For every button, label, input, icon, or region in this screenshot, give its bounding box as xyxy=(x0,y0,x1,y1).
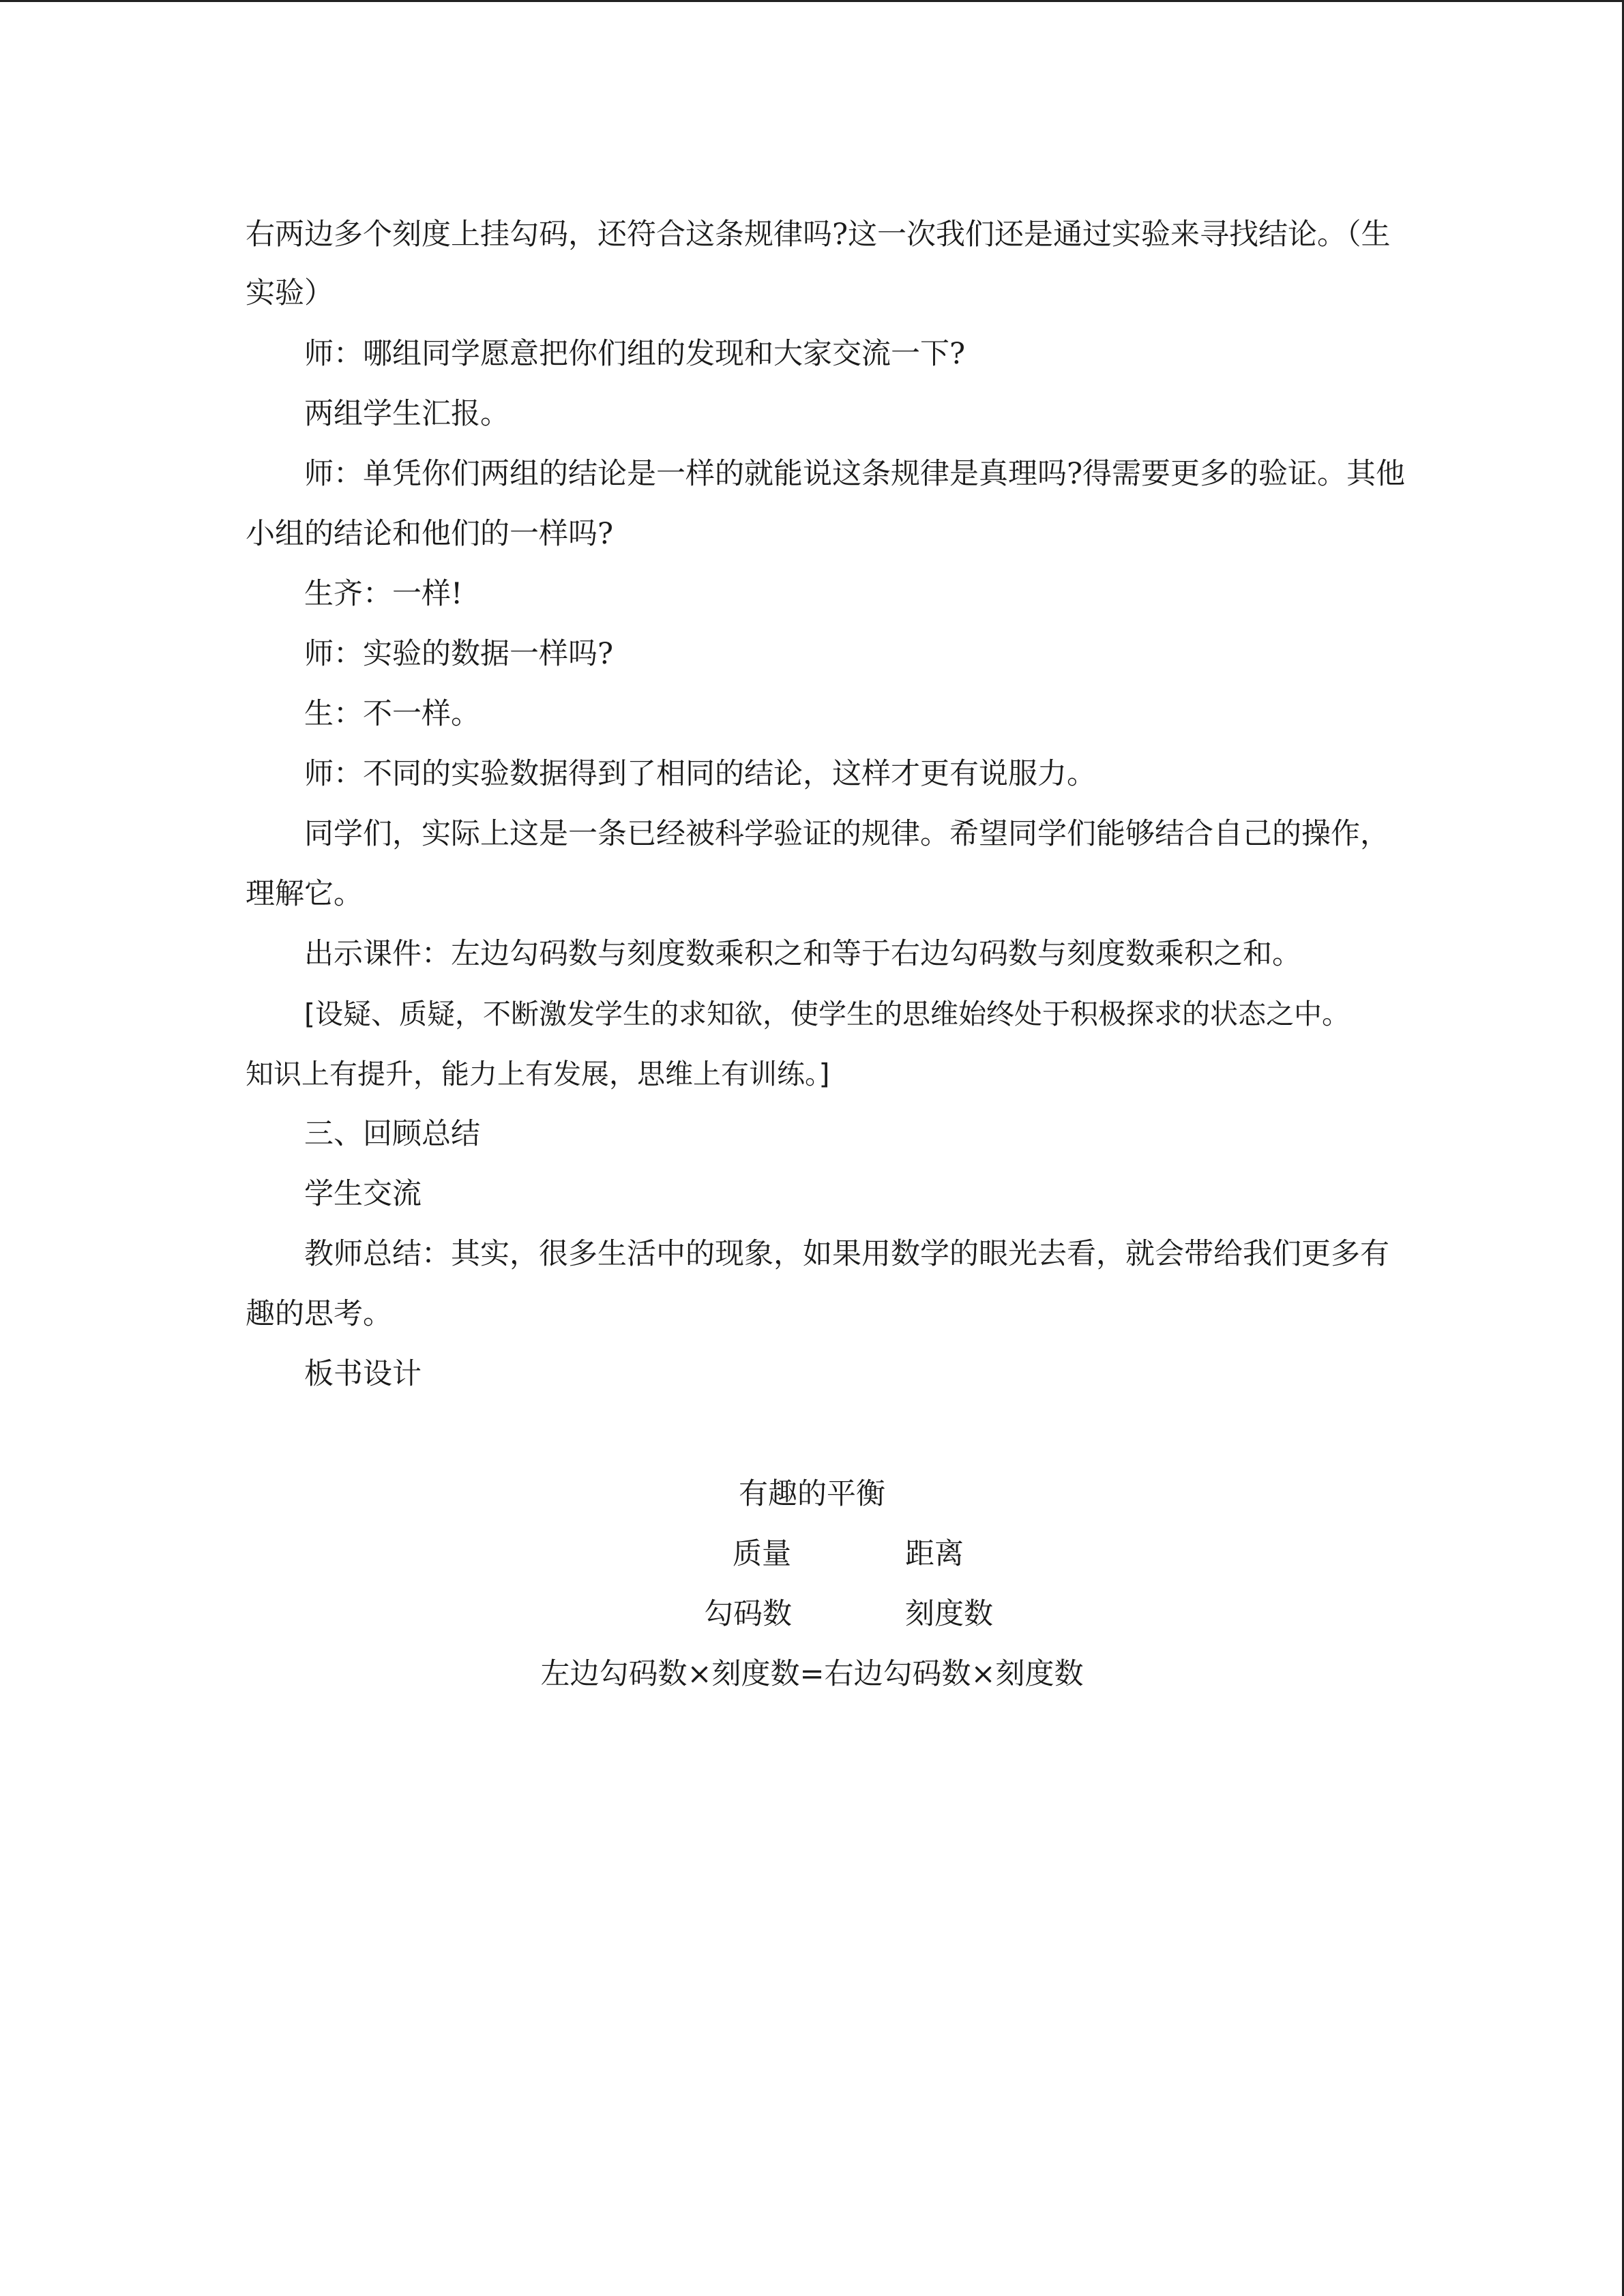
paragraph-line: 两组学生汇报。 xyxy=(304,397,510,431)
paragraph-line: 师：不同的实验数据得到了相同的结论，这样才更有说服力。 xyxy=(304,757,1096,791)
paragraph-line: 学生交流 xyxy=(304,1177,422,1211)
paragraph-line: 同学们，实际上这是一条已经被科学验证的规律。希望同学们能够结合自己的操作， xyxy=(304,817,1389,851)
paragraph-line: 教师总结：其实，很多生活中的现象，如果用数学的眼光去看，就会带给我们更多有 xyxy=(304,1237,1389,1271)
section-heading: 三、回顾总结 xyxy=(304,1117,480,1151)
paragraph-line: 板书设计 xyxy=(304,1357,422,1391)
board-row2-right: 刻度数 xyxy=(905,1597,993,1631)
design-comment-line: [设疑、质疑，不断激发学生的求知欲，使学生的思维始终处于积极探求的状态之中。 xyxy=(304,998,1350,1030)
board-formula: 左边勾码数×刻度数=右边勾码数×刻度数 xyxy=(540,1657,1084,1691)
board-row1-left: 质量 xyxy=(733,1537,791,1571)
paragraph-line: 右两边多个刻度上挂勾码，还符合这条规律吗?这一次我们还是通过实验来寻找结论。（生 xyxy=(246,218,1391,252)
paragraph-line: 出示课件：左边勾码数与刻度数乘积之和等于右边勾码数与刻度数乘积之和。 xyxy=(304,937,1301,971)
paragraph-line: 师：单凭你们两组的结论是一样的就能说这条规律是真理吗?得需要更多的验证。其他 xyxy=(304,457,1406,491)
paragraph-line: 小组的结论和他们的一样吗? xyxy=(246,517,614,551)
paragraph-line: 师：哪组同学愿意把你们组的发现和大家交流一下? xyxy=(304,337,966,371)
board-row2-left: 勾码数 xyxy=(704,1597,792,1631)
design-comment-line: 知识上有提升，能力上有发展，思维上有训练。] xyxy=(246,1058,830,1090)
paragraph-line: 生齐：一样! xyxy=(304,577,463,611)
page-top-border xyxy=(0,0,1624,2)
paragraph-line: 实验） xyxy=(246,276,334,310)
paragraph-line: 理解它。 xyxy=(246,877,363,911)
paragraph-line: 师：实验的数据一样吗? xyxy=(304,637,614,671)
paragraph-line: 趣的思考。 xyxy=(246,1297,392,1331)
paragraph-line: 生：不一样。 xyxy=(304,697,480,731)
board-row1-right: 距离 xyxy=(905,1537,964,1571)
board-title: 有趣的平衡 xyxy=(739,1477,885,1511)
